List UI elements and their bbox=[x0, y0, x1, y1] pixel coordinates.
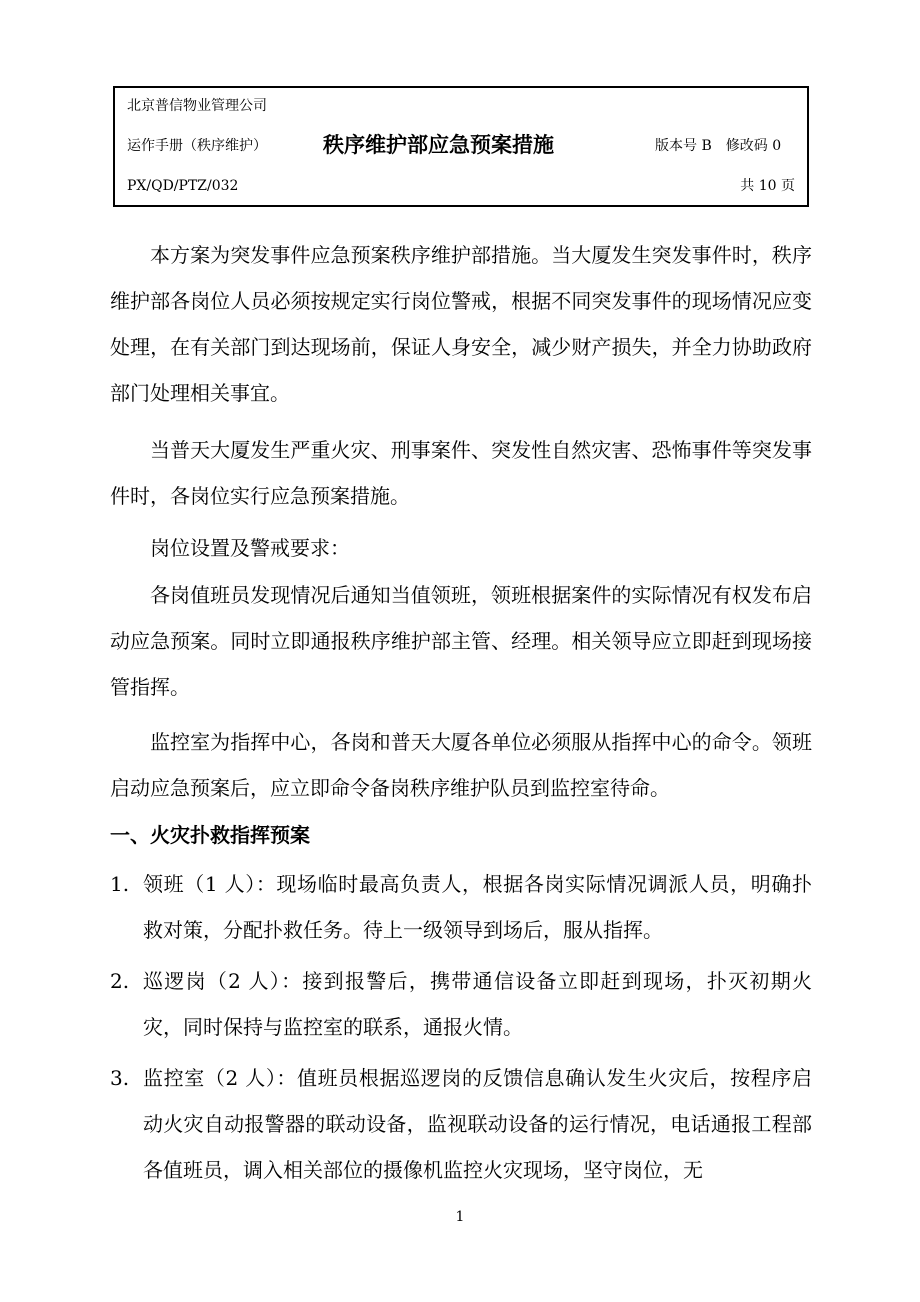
page-number: 1 bbox=[455, 1209, 465, 1225]
list-item bbox=[110, 1055, 812, 1193]
paragraph-post-requirements bbox=[110, 525, 812, 571]
list-item-number: 1. bbox=[110, 872, 130, 896]
list-item-number: 3. bbox=[110, 1066, 130, 1090]
manual-name: 运作手册（秩序维护） bbox=[127, 138, 267, 154]
list-item-text: 监控室（2 人）：值班员根据巡逻岗的反馈信息确认发生火灾后，按程序启动火灾自动报警器的联动设备，监视联动设备的运行情况，电话通报工程部各值班员，调入相关部位的摄像机监控火灾现场，坚守岗位，无 bbox=[143, 1066, 812, 1182]
list-item-number: 2. bbox=[110, 969, 130, 993]
paragraph-text: 当普天大厦发生严重火灾、刑事案件、突发性自然灾害、恐怖事件等突发事件时，各岗位实行应急预案措施。 bbox=[110, 438, 812, 508]
paragraph-text: 本方案为突发事件应急预案秩序维护部措施。当大厦发生突发事件时，秩序维护部各岗位人员必须按规定实行岗位警戒，根据不同突发事件的现场情况应变处理，在有关部门到达现场前，保证人身安全，减少财产损失，并全力协助政府部门处理相关事宜。 bbox=[110, 243, 812, 405]
company-name: 北京普信物业管理公司 bbox=[127, 98, 267, 114]
list-item bbox=[110, 958, 812, 1050]
paragraph-duty-report bbox=[110, 572, 812, 710]
list-item-text: 领班（1 人）：现场临时最高负责人，根据各岗实际情况调派人员，明确扑救对策，分配扑救任务。待上一级领导到场后，服从指挥。 bbox=[143, 872, 812, 942]
list-item bbox=[110, 861, 812, 953]
paragraph-text: 监控室为指挥中心，各岗和普天大厦各单位必须服从指挥中心的命令。领班启动应急预案后，应立即命令备岗秩序维护队员到监控室待命。 bbox=[110, 730, 812, 800]
document-title: 秩序维护部应急预案措施 bbox=[323, 133, 554, 157]
section-heading: 一、火灾扑救指挥预案 bbox=[110, 823, 310, 847]
paragraph-text: 各岗值班员发现情况后通知当值领班，领班根据案件的实际情况有权发布启动应急预案。同时立即通报秩序维护部主管、经理。相关领导应立即赶到现场接管指挥。 bbox=[110, 583, 812, 699]
document-header bbox=[113, 86, 809, 207]
version-info: 版本号 B 修改码 0 bbox=[655, 138, 782, 154]
paragraph-command-center bbox=[110, 719, 812, 811]
list-item-text: 巡逻岗（2 人）：接到报警后，携带通信设备立即赶到现场，扑灭初期火灾，同时保持与监控室的联系，通报火情。 bbox=[143, 969, 812, 1039]
page-count: 共 10 页 bbox=[740, 178, 795, 194]
paragraph-text: 岗位设置及警戒要求： bbox=[150, 536, 350, 560]
paragraph-trigger bbox=[110, 427, 812, 519]
paragraph-intro bbox=[110, 232, 812, 416]
document-code: PX/QD/PTZ/032 bbox=[127, 178, 239, 194]
